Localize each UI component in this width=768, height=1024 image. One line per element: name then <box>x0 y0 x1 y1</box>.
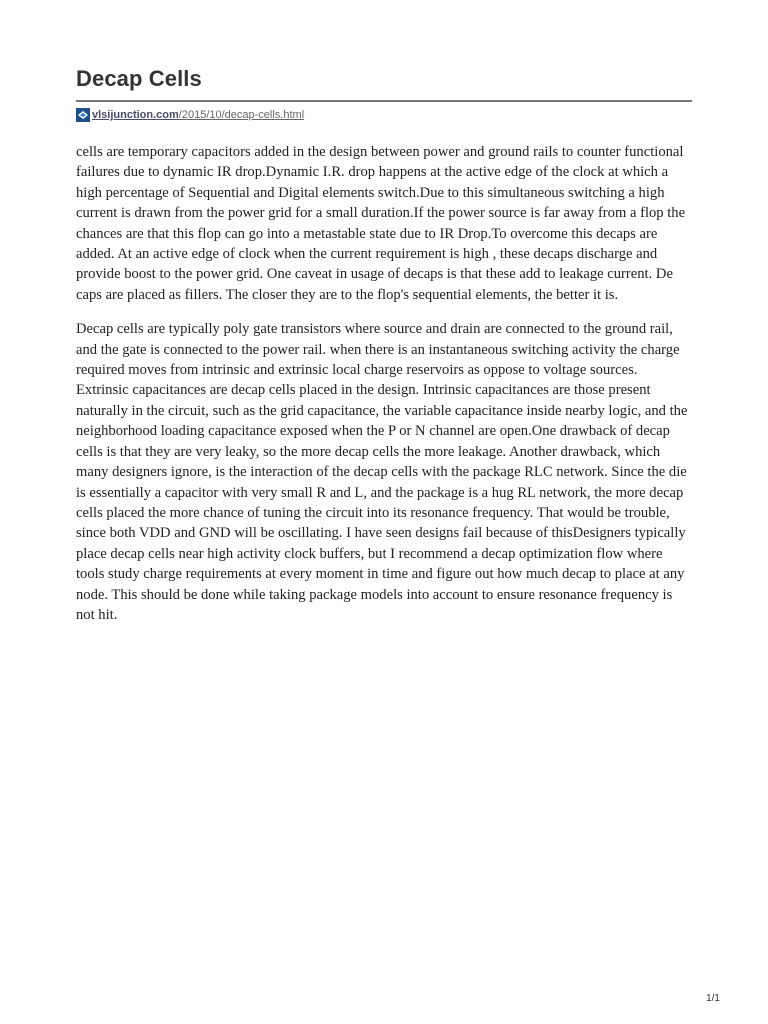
page-title: Decap Cells <box>76 66 202 91</box>
paragraph: cells are temporary capacitors added in the design between power and ground rails to counter functional failures due to dynamic IR drop.Dynamic I.R. drop happens at the active edge of the clock at which a high percentage of Sequential and Digital elements switch.Due to this simultaneous switching a high current is drawn from the power grid for a small duration.If the power source is far away from a flop the chances are that this flop can go into a metastable state due to IR Drop.To overcome this decaps are added. At an active edge of clock when the current requirement is high , these decaps discharge and provide boost to the power grid. One caveat in usage of decaps is that these add to leakage current. De caps are placed as fillers. The closer they are to the flop's sequential elements, the better it is. <box>76 144 686 303</box>
article-body <box>76 142 692 639</box>
paragraph: Decap cells are typically poly gate transistors where source and drain are connected to the ground rail, and the gate is connected to the power rail. when there is an instantaneous switching activity the charge required moves from intrinsic and extrinsic local charge reservoirs as oppose to voltage sources. Extrinsic capacitances are decap cells placed in the design. Intrinsic capacitances are those present naturally in the circuit, such as the grid capacitance, the variable capacitance inside nearby logic, and the neighborhood loading capacitance exposed when the P or N channel are open.One drawback of decap cells is that they are very leaky, so the more decap cells the more leakage. Another drawback, which many designers ignore, is the interaction of the decap cells with the package RLC network. Since the die is essentially a capacitor with very small R and L, and the package is a hug RL network, the more decap cells placed the more chance of tuning the circuit into its resonance frequency. That would be trouble, since both VDD and GND will be oscillating. I have seen designs fail because of thisDesigners typically place decap cells near high activity clock buffers, but I recommend a decap optimization flow where tools study charge requirements at every moment in time and figure out how much decap to place at any node. This should be done while taking package models into account to ensure resonance frequency is not hit. <box>76 321 688 623</box>
title-divider <box>76 100 692 102</box>
source-domain[interactable]: vlsijunction.com <box>92 109 179 121</box>
source-link[interactable] <box>76 107 304 123</box>
source-path[interactable]: /2015/10/decap-cells.html <box>178 109 305 121</box>
page-number: 1/1 <box>706 993 720 1004</box>
site-favicon-icon <box>76 108 90 122</box>
